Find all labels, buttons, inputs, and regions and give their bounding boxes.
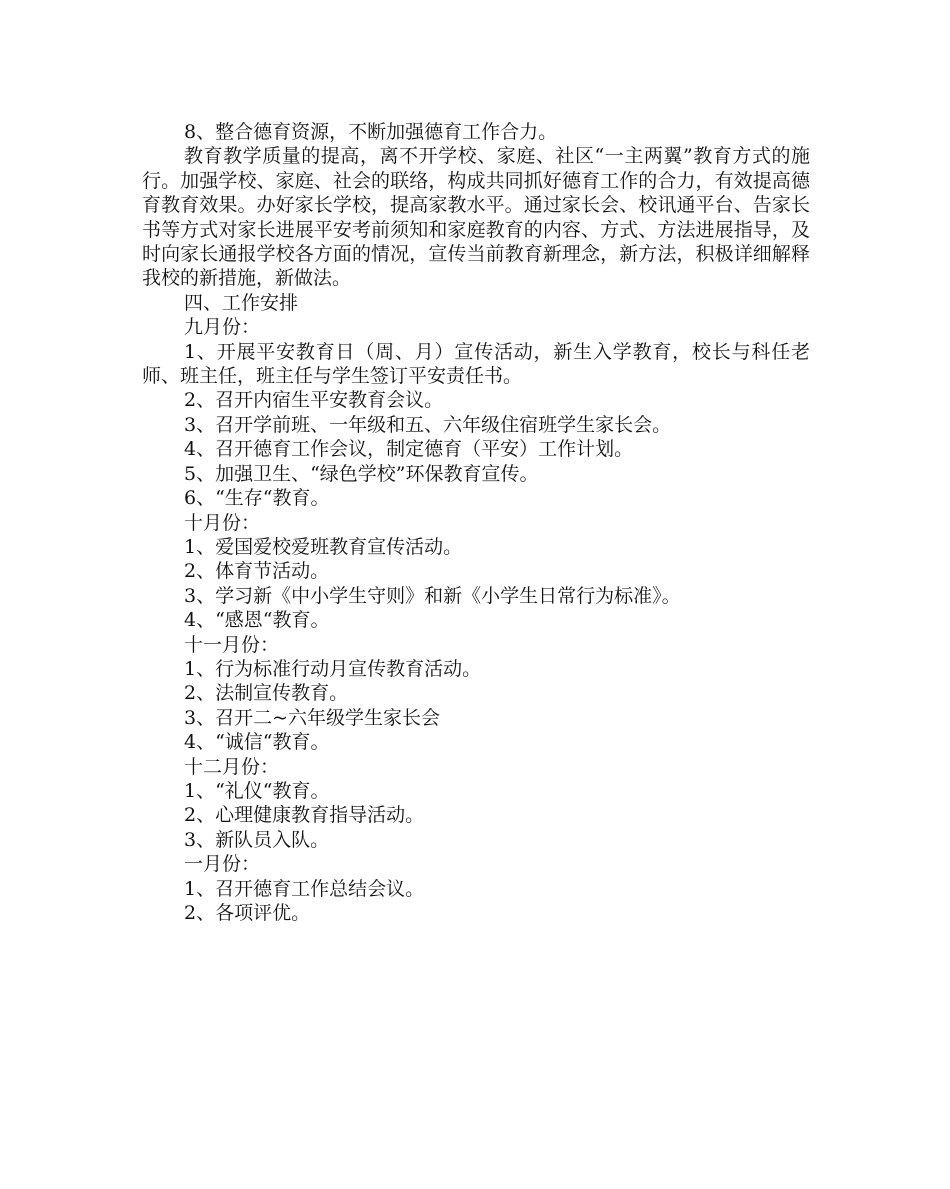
- month-heading-october: 十月份：: [184, 511, 261, 534]
- month-heading-january: 一月份：: [184, 853, 261, 876]
- list-item: 1、爱国爱校爱班教育宣传活动。: [184, 535, 463, 558]
- list-item: 2、体育节活动。: [184, 560, 330, 583]
- document-body: [142, 120, 810, 925]
- list-item: 4、“感恩“教育。: [184, 609, 330, 632]
- list-item: 2、各项评优。: [184, 902, 311, 924]
- list-item: 3、新队员入队。: [184, 828, 330, 851]
- list-item: 2、召开内宿生平安教育会议。: [184, 389, 444, 412]
- list-item: 3、召开学前班、一年级和五、六年级住宿班学生家长会。: [184, 413, 672, 436]
- list-item: 4、召开德育工作会议，制定德育（平安）工作计划。: [184, 438, 634, 461]
- list-item: 3、学习新《中小学生守则》和新《小学生日常行为标准》。: [184, 584, 681, 607]
- list-item: 2、心理健康教育指导活动。: [184, 804, 425, 827]
- month-heading-november: 十一月份：: [184, 633, 280, 656]
- list-item: 2、法制宣传教育。: [184, 682, 349, 705]
- list-item: 1、行为标准行动月宣传教育活动。: [184, 657, 482, 680]
- paragraph-home-school-cooperation: 教育教学质量的提高，离不开学校、家庭、社区“一主两翼”教育方式的施行。加强学校、家庭、社会的联络，构成共同抓好德育工作的合力，有效提高德育教育效果。办好家长学校，提高家教水平。通过家长会、校讯通平台、告家长书等方式对家长进展平安考前须知和家庭教育的内容、方式、方法进展指导，及时向家长通报学校各方面的情况，宣传当前教育新理念，新方法，积极详细解释我校的新措施，新做法。: [142, 145, 810, 290]
- list-item: 1、“礼仪“教育。: [184, 779, 330, 802]
- paragraph-integrate-resources: 8、整合德育资源，不断加强德育工作合力。: [184, 121, 558, 143]
- month-heading-september: 九月份：: [184, 316, 261, 339]
- list-item: 1、召开德育工作总结会议。: [184, 877, 425, 900]
- list-item: 6、“生存“教育。: [184, 487, 330, 510]
- month-heading-december: 十二月份：: [184, 755, 280, 778]
- list-item: 1、开展平安教育日（周、月）宣传活动，新生入学教育，校长与科任老师、班主任，班主任与学生签订平安责任书。: [142, 340, 810, 388]
- list-item: 4、“诚信“教育。: [184, 731, 330, 754]
- list-item: 5、加强卫生、“绿色学校”环保教育宣传。: [184, 462, 539, 485]
- list-item: 3、召开二~六年级学生家长会: [184, 706, 441, 729]
- section-heading-work-schedule: 四、工作安排: [184, 291, 299, 314]
